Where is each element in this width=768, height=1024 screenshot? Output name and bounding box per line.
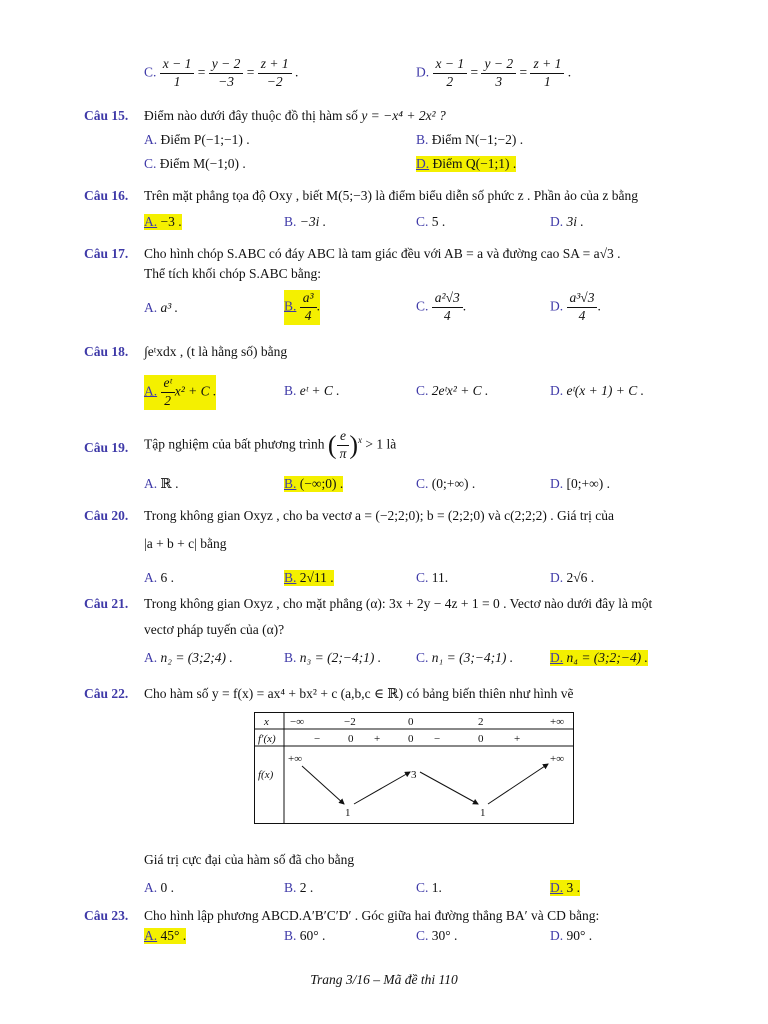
vt-fp-3: 0 <box>408 733 414 745</box>
q15-option-b[interactable]: B. Điểm N(−1;−2) . <box>416 132 524 147</box>
q18-option-b[interactable]: B. eᵗ + C . <box>284 383 340 398</box>
q16-option-d[interactable]: D. 3i . <box>550 214 584 229</box>
q22-stem: Cho hàm số y = f(x) = ax⁴ + bx² + c (a,b,c ∈ ℝ) có bảng biến thiên như hình vẽ <box>144 686 574 701</box>
q21-number: Câu 21. <box>84 596 129 611</box>
vt-fp-1: 0 <box>348 733 354 745</box>
q15-option-d-correct[interactable]: D. Điểm Q(−1;1) . <box>416 156 517 171</box>
q22-option-b[interactable]: B. 2 . <box>284 880 314 895</box>
q19-option-d[interactable]: D. [0;+∞) . <box>550 476 610 491</box>
vt-arrow-down-1 <box>302 766 344 804</box>
q16-option-a-correct[interactable]: A. −3 . <box>144 214 182 229</box>
q22-option-a[interactable]: A. 0 . <box>144 880 174 895</box>
q18-number: Câu 18. <box>84 344 129 359</box>
q20-stem-line2: |a + b + c| bằng <box>144 536 227 551</box>
q20-stem-line1: Trong không gian Oxyz , cho ba vectơ a = (−2;2;0); b = (2;2;0) và c(2;2;2) . Giá trị của <box>144 508 615 523</box>
vt-x-2: 0 <box>408 716 414 728</box>
vt-fp-0: − <box>314 733 321 745</box>
q23-option-d[interactable]: D. 90° . <box>550 928 593 943</box>
q14-option-d: D. $\frac{x - 1}{2}$ = $\frac{y - 2}{3}$ = $\frac{z + 1}{1}$ . <box>416 56 572 89</box>
q16-option-c[interactable]: C. 5 . <box>416 214 446 229</box>
q15-number: Câu 15. <box>84 108 129 123</box>
q21-option-a[interactable]: A. n₂ = (3;2;4) . <box>144 650 233 665</box>
vt-f-label: f(x) <box>258 769 274 781</box>
q23-stem: Cho hình lập phương ABCD.A′B′C′D′ . Góc giữa hai đường thẳng BA′ và CD bằng: <box>144 908 600 923</box>
q23-option-b[interactable]: B. 60° . <box>284 928 326 943</box>
q17-option-d[interactable]: D. $\frac{\text{a³√3}}{4}$ . <box>550 290 601 323</box>
q15-stem: Điểm nào dưới đây thuộc đồ thị hàm số y = −x⁴ + 2x² ? <box>144 108 446 123</box>
vt-arrow-up-2 <box>488 764 548 804</box>
vt-fp-2: + <box>374 733 381 745</box>
q22-number: Câu 22. <box>84 686 129 701</box>
vt-arrow-down-2 <box>420 772 478 804</box>
variation-table <box>254 712 574 824</box>
q18-option-c[interactable]: C. 2eᵗx² + C . <box>416 383 489 398</box>
q16-option-b[interactable]: B. −3i . <box>284 214 327 229</box>
q15-option-a[interactable]: A. Điểm P(−1;−1) . <box>144 132 250 147</box>
q23-option-c[interactable]: C. 30° . <box>416 928 458 943</box>
q18-stem: ∫eᵗxdx , (t là hằng số) bằng <box>144 344 288 359</box>
q21-stem-line2: vectơ pháp tuyến của (α)? <box>144 622 285 637</box>
q17-stem-line1: Cho hình chóp S.ABC có đáy ABC là tam giác đều với AB = a và đường cao SA = a√3 . <box>144 246 621 261</box>
q21-stem-line1: Trong không gian Oxyz , cho mặt phẳng (α): 3x + 2y − 4z + 1 = 0 . Vectơ nào dưới đây là một <box>144 596 653 611</box>
q18-option-d[interactable]: D. eᵗ(x + 1) + C . <box>550 383 644 398</box>
vt-f-1: 1 <box>345 807 351 819</box>
vt-arrow-up-1 <box>354 772 410 804</box>
vt-f-3: 1 <box>480 807 486 819</box>
q22-option-c[interactable]: C. 1. <box>416 880 442 895</box>
q17-option-a[interactable]: A. a³ . <box>144 300 179 315</box>
q21-option-d-correct[interactable]: D. n₄ = (3;2;−4) . <box>550 650 648 665</box>
q19-stem: Tập nghiệm của bất phương trình ( $\frac{e}{\pi}$ )$^x$ > 1 là <box>144 428 397 461</box>
q20-option-b-correct[interactable]: B. 2√11 . <box>284 570 334 585</box>
q15-option-c[interactable]: C. Điểm M(−1;0) . <box>144 156 246 171</box>
q19-option-b-correct[interactable]: B. (−∞;0) . <box>284 476 344 491</box>
q17-option-b-correct[interactable]: B. $\frac{\text{a³}}{4}$ . <box>284 290 320 323</box>
q19-option-a[interactable]: A. ℝ . <box>144 476 179 491</box>
q19-number: Câu 19. <box>84 440 129 455</box>
q17-option-c[interactable]: C. $\frac{\text{a²√3}}{4}$ . <box>416 290 467 323</box>
q21-option-b[interactable]: B. n₃ = (2;−4;1) . <box>284 650 382 665</box>
vt-x-label: x <box>264 716 269 728</box>
q16-stem: Trên mặt phẳng tọa độ Oxy , biết M(5;−3) là điểm biểu diễn số phức z . Phần ảo của z bằng <box>144 188 638 203</box>
q19-option-c[interactable]: C. (0;+∞) . <box>416 476 476 491</box>
q21-option-c[interactable]: C. n₁ = (3;−4;1) . <box>416 650 514 665</box>
q23-option-a-correct[interactable]: A. 45° . <box>144 928 187 943</box>
vt-x-4: +∞ <box>550 716 565 728</box>
q23-number: Câu 23. <box>84 908 129 923</box>
q20-number: Câu 20. <box>84 508 129 523</box>
vt-f-4: +∞ <box>550 753 565 765</box>
page-footer: Trang 3/16 – Mã đề thi 110 <box>310 972 458 987</box>
q20-option-c[interactable]: C. 11. <box>416 570 449 585</box>
vt-x-1: −2 <box>344 716 356 728</box>
vt-x-0: −∞ <box>290 716 305 728</box>
vt-x-3: 2 <box>478 716 484 728</box>
q18-option-a-correct[interactable]: A. $\frac{\text{eᵗ}}{2}$ x² + C . <box>144 375 217 408</box>
q22-option-d-correct[interactable]: D. 3 . <box>550 880 580 895</box>
q17-number: Câu 17. <box>84 246 129 261</box>
q17-stem-line2: Thể tích khối chóp S.ABC bằng: <box>144 266 321 281</box>
vt-fp-6: + <box>514 733 521 745</box>
q20-option-a[interactable]: A. 6 . <box>144 570 174 585</box>
vt-f-2: 3 <box>411 769 417 781</box>
vt-fp-label: f′(x) <box>258 733 276 745</box>
q20-option-d[interactable]: D. 2√6 . <box>550 570 595 585</box>
q14-option-c: C. $\frac{x - 1}{1}$ = $\frac{y - 2}{-3}$ = $\frac{z + 1}{-2}$ . <box>144 56 299 89</box>
vt-f-0: +∞ <box>288 753 303 765</box>
q22-question: Giá trị cực đại của hàm số đã cho bằng <box>144 852 355 867</box>
q16-number: Câu 16. <box>84 188 129 203</box>
vt-fp-4: − <box>434 733 441 745</box>
vt-fp-5: 0 <box>478 733 484 745</box>
